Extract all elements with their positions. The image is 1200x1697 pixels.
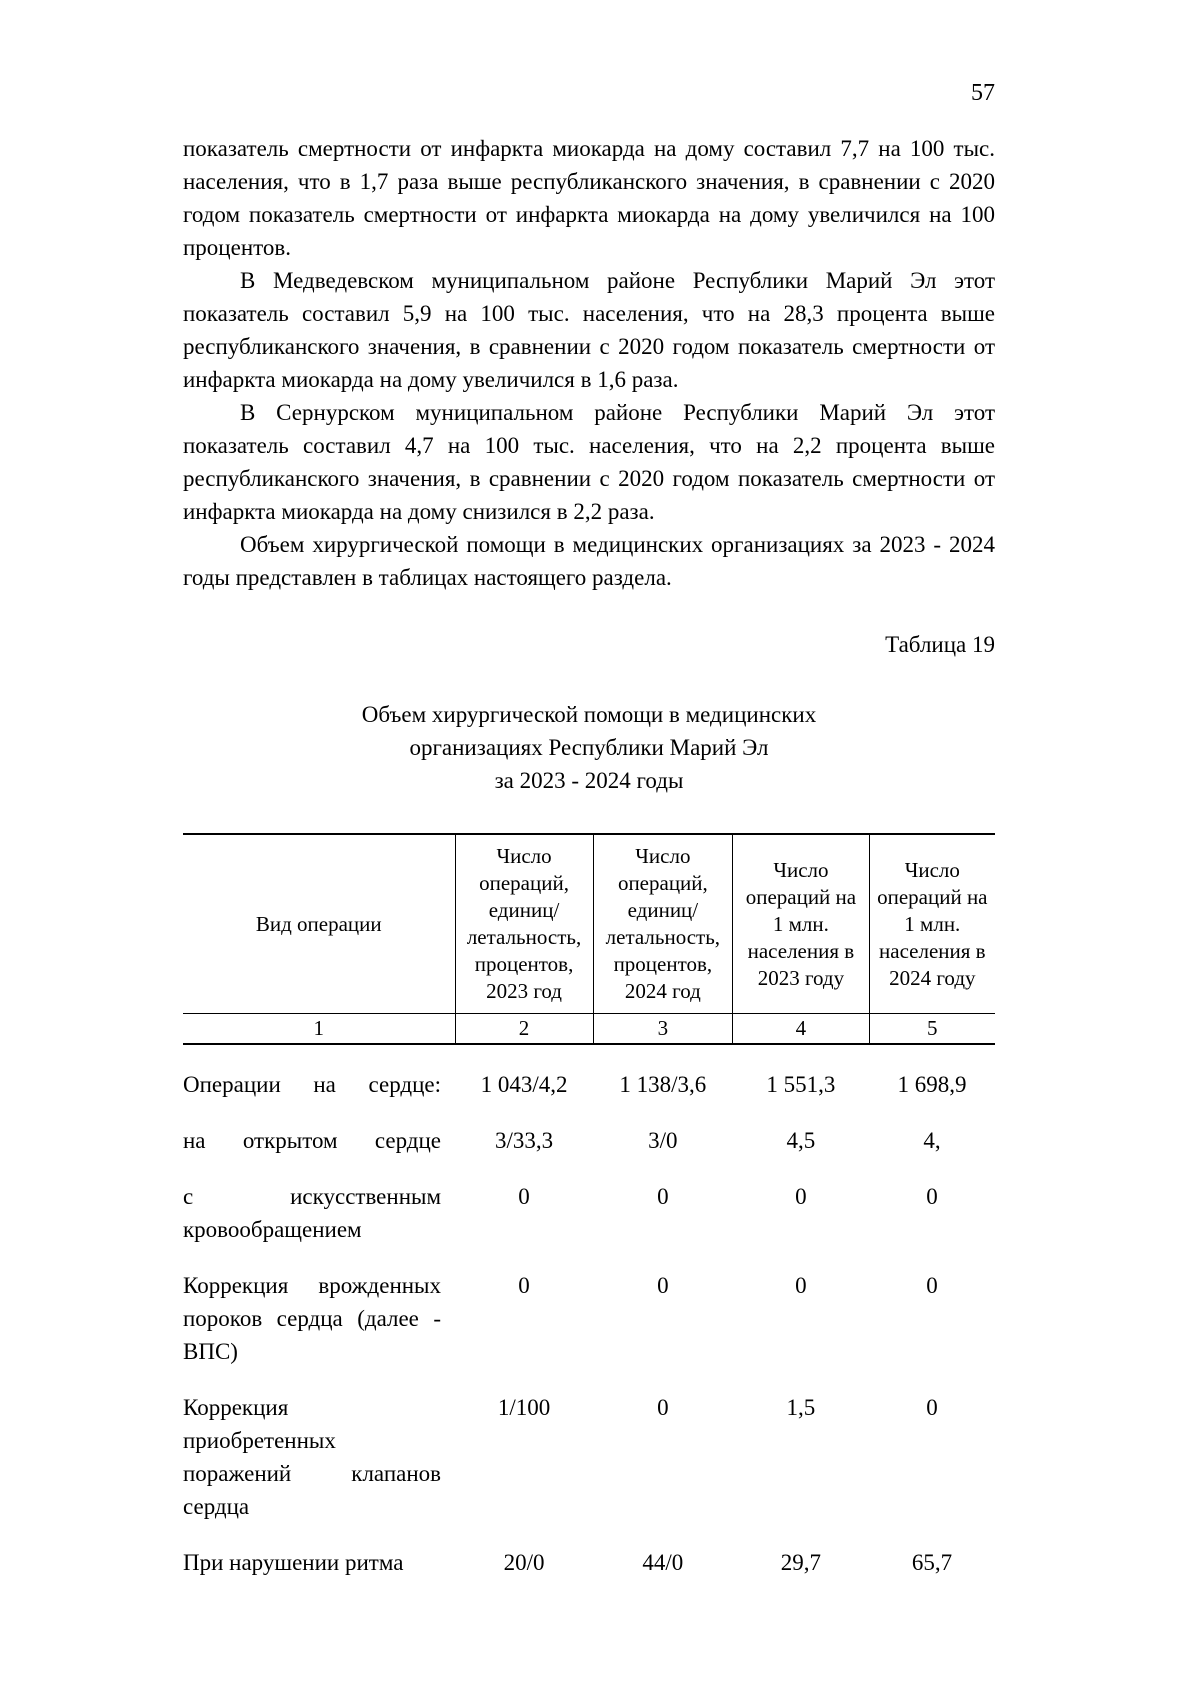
row-value: 3/33,3	[494, 1128, 554, 1153]
table-header-cell: Число операций на 1 млн. населения в 2024 году	[869, 834, 995, 1014]
row-label: Операции на сердце:	[183, 1072, 442, 1097]
surgery-volume-table	[183, 833, 995, 1579]
column-number-cell: 3	[593, 1014, 733, 1045]
table-row	[183, 1246, 995, 1368]
table-title-line: организациях Республики Марий Эл	[409, 735, 769, 760]
row-value: 1,5	[786, 1395, 816, 1420]
column-number-row	[183, 1014, 995, 1045]
column-number-cell: 5	[869, 1014, 995, 1045]
row-value: 0	[926, 1273, 938, 1298]
table-header-cell: Число операций на 1 млн. населения в 2023 году	[733, 834, 869, 1014]
column-number-cell: 1	[183, 1014, 455, 1045]
paragraph: Объем хирургической помощи в медицинских организациях за 2023 - 2024 годы представлен в таблицах настоящего раздела.	[183, 532, 995, 590]
table-row	[183, 1157, 995, 1246]
row-value: 1/100	[497, 1395, 551, 1420]
page-number: 57	[971, 80, 995, 106]
row-value: 3/0	[648, 1128, 678, 1153]
table-header-cell: Число операций, единиц/ летальность, процентов, 2024 год	[593, 834, 733, 1014]
table-header-row	[183, 834, 995, 1014]
table-header-cell: Вид операции	[183, 834, 455, 1014]
row-value: 0	[795, 1184, 807, 1209]
table-title-line: за 2023 - 2024 годы	[494, 768, 684, 793]
table-title	[183, 698, 995, 797]
row-value: 0	[657, 1273, 669, 1298]
table-label: Таблица 19	[885, 632, 995, 657]
row-value: 44/0	[642, 1550, 684, 1575]
row-value: 1 138/3,6	[619, 1072, 707, 1097]
row-label: Коррекция приобретенных поражений клапанов сердца	[183, 1395, 442, 1519]
row-value: 0	[518, 1273, 530, 1298]
column-number-cell: 2	[455, 1014, 593, 1045]
row-value: 1 043/4,2	[480, 1072, 568, 1097]
row-label: на открытом сердце	[183, 1128, 442, 1153]
table-row	[183, 1101, 995, 1157]
row-label: с искусственным кровообращением	[183, 1184, 442, 1242]
paragraph: показатель смертности от инфаркта миокарда на дому составил 7,7 на 100 тыс. населения, что в 1,7 раза выше республиканского значения, в сравнении с 2020 годом показатель смертности от инфаркта миокарда на дому увеличился на 100 процентов.	[183, 136, 995, 260]
row-value: 0	[518, 1184, 530, 1209]
row-value: 65,7	[911, 1550, 953, 1575]
table-row	[183, 1368, 995, 1523]
row-value: 0	[657, 1395, 669, 1420]
paragraph: В Медведевском муниципальном районе Республики Марий Эл этот показатель составил 5,9 на 100 тыс. населения, что на 28,3 процента выше республиканского значения, в сравнении с 2020 годом показатель смертности от инфаркта миокарда на дому увеличился в 1,6 раза.	[183, 268, 995, 392]
paragraph: В Сернурском муниципальном районе Республики Марий Эл этот показатель составил 4,7 на 100 тыс. населения, что на 2,2 процента выше республиканского значения, в сравнении с 2020 годом показатель смертности от инфаркта миокарда на дому снизился в 2,2 раза.	[183, 400, 995, 524]
column-number-cell: 4	[733, 1014, 869, 1045]
table-row	[183, 1044, 995, 1101]
row-label: При нарушении ритма	[183, 1550, 404, 1575]
row-value: 4,5	[786, 1128, 816, 1153]
table-row	[183, 1523, 995, 1579]
row-value: 0	[926, 1395, 938, 1420]
table-title-line: Объем хирургической помощи в медицинских	[361, 702, 817, 727]
row-value: 0	[795, 1273, 807, 1298]
row-value: 0	[657, 1184, 669, 1209]
row-value: 29,7	[780, 1550, 822, 1575]
row-value: 1 551,3	[766, 1072, 836, 1097]
row-value: 4,	[923, 1128, 941, 1153]
row-label: Коррекция врожденных пороков сердца (далее - ВПС)	[183, 1273, 442, 1364]
row-value: 0	[926, 1184, 938, 1209]
table-header-cell: Число операций, единиц/ летальность, процентов, 2023 год	[455, 834, 593, 1014]
row-value: 1 698,9	[897, 1072, 967, 1097]
row-value: 20/0	[503, 1550, 545, 1575]
